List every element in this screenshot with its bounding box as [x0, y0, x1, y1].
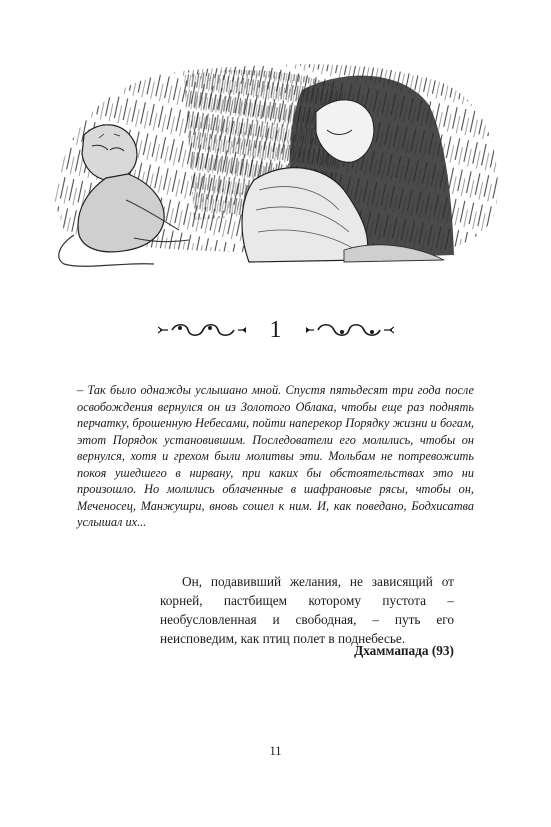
quote-source: Дхаммапада (93)	[354, 643, 454, 658]
page-number: 11	[269, 744, 282, 758]
chapter-heading	[0, 312, 551, 348]
chapter-number: 1	[269, 317, 282, 343]
epigraph-quote: Он, подавивший желания, не зависящий от корней, пастбищем которому пустота – необусловленная и свободная, – путь его неисповедим, как птиц полет в поднебесье.	[160, 574, 454, 646]
chapter-illustration	[44, 50, 508, 275]
left-ornament-icon	[158, 319, 248, 341]
right-ornament-icon	[304, 319, 394, 341]
opening-paragraph: – Так было однажды услышано мной. Спустя пятьдесят три года после освобождения вернулся он из Золотого Облака, чтобы еще раз поднять перчатку, брошенную Небесами, пойти наперекор Порядку жизни и богам, этот Порядок установившим. Последователи его молились, чтобы он вернулся, хотя и грехом были молитвы эти. Мольбам не потревожить покоя ушедшего в нирвану, при каких бы обстоятельствах это ни произошло. Но молились облаченные в шафрановые рясы, чтобы он, Меченосец, Манжушри, вновь сошел к ним. И, как поведано, Бодхисатва услышал их...	[77, 383, 474, 529]
